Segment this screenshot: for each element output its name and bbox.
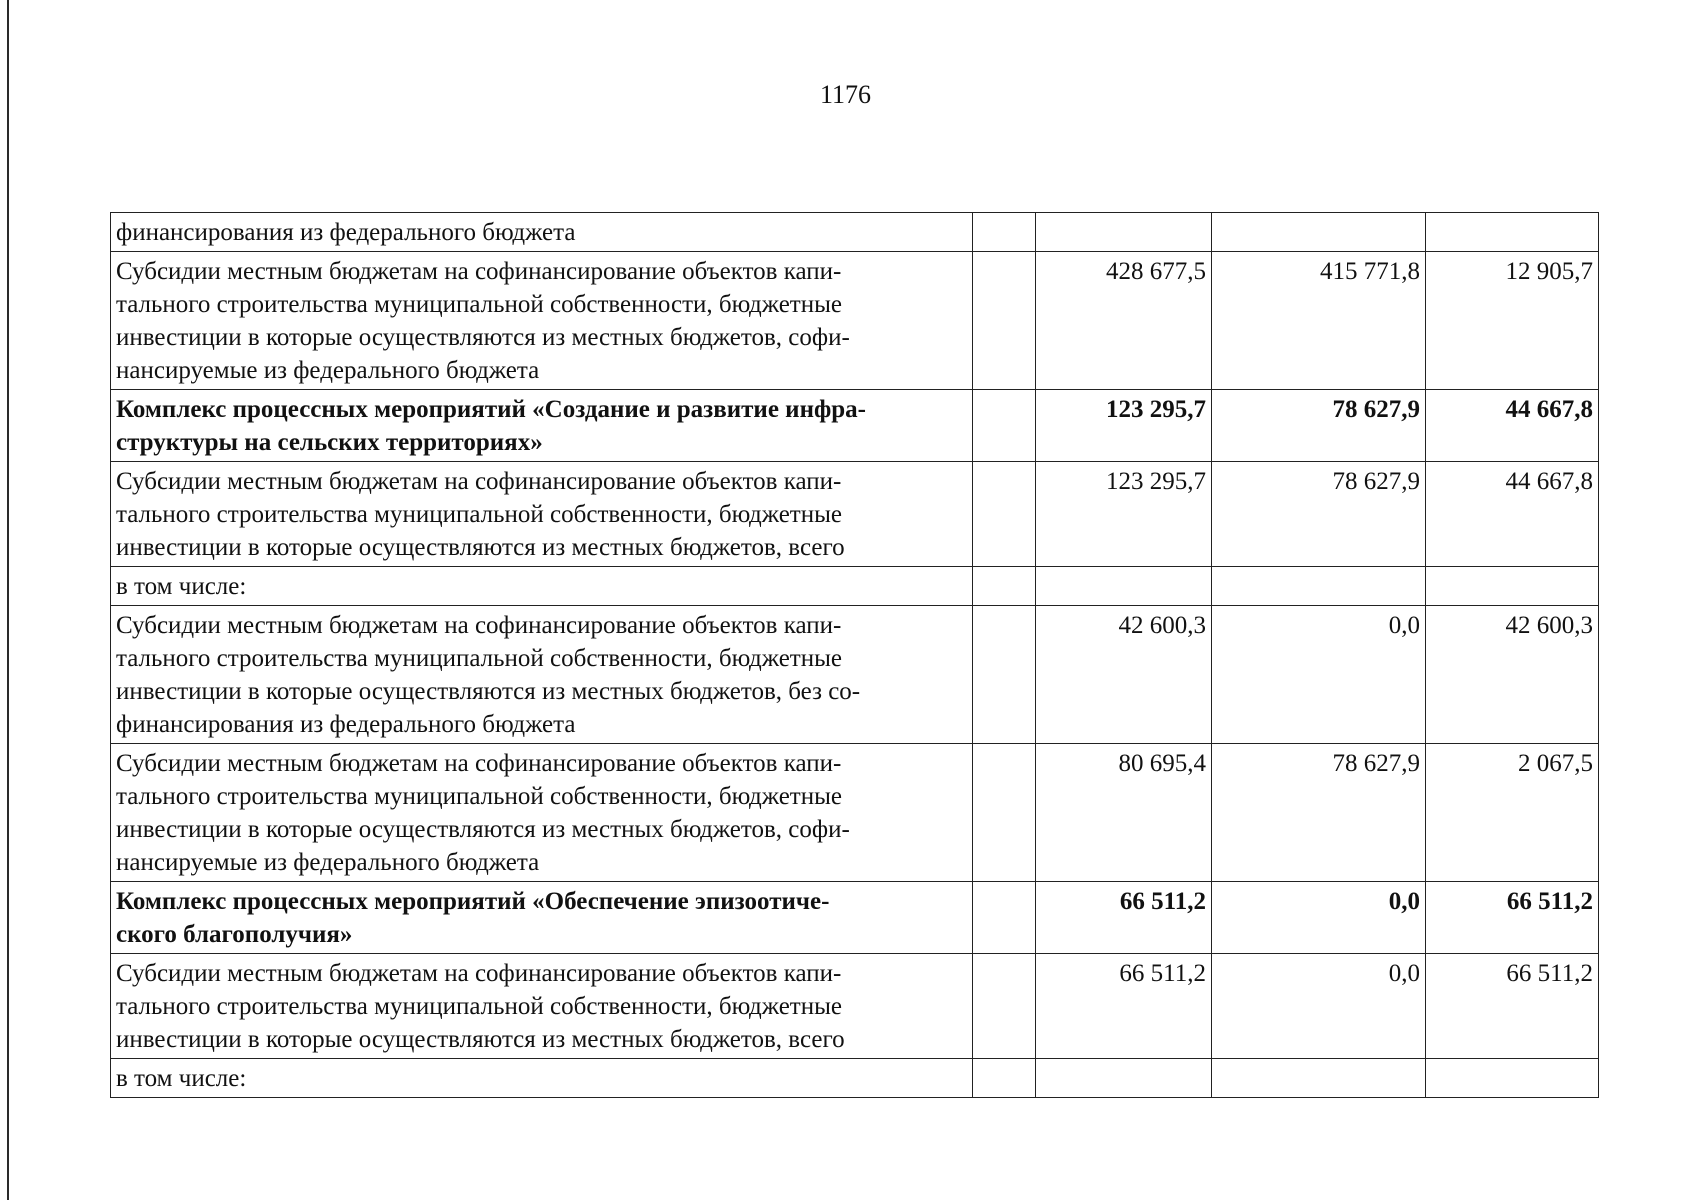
value-cell-3: 66 511,2 xyxy=(1426,954,1599,1059)
empty-cell xyxy=(973,252,1036,390)
budget-table xyxy=(110,212,1599,1098)
value-cell-2 xyxy=(1212,213,1426,252)
description-line: тального строительства муниципальной собственности, бюджетные xyxy=(116,645,843,672)
row-description xyxy=(111,954,973,1059)
row-description xyxy=(111,213,973,252)
value-cell-1: 66 511,2 xyxy=(1036,954,1212,1059)
empty-cell xyxy=(973,567,1036,606)
description-line: тального строительства муниципальной собственности, бюджетные xyxy=(116,291,843,318)
table-row xyxy=(111,1059,1599,1098)
row-description xyxy=(111,462,973,567)
table-row xyxy=(111,744,1599,882)
scan-edge-line xyxy=(7,0,9,1200)
value-cell-2: 78 627,9 xyxy=(1212,390,1426,462)
empty-cell xyxy=(973,954,1036,1059)
row-description xyxy=(111,882,973,954)
description-line: Субсидии местным бюджетам на софинансирование объектов капи- xyxy=(116,468,842,495)
empty-cell xyxy=(973,213,1036,252)
description-line: Субсидии местным бюджетам на софинансирование объектов капи- xyxy=(116,612,842,639)
description-line: тального строительства муниципальной собственности, бюджетные xyxy=(116,501,843,528)
value-cell-2: 0,0 xyxy=(1212,882,1426,954)
description-line: структуры на сельских территориях» xyxy=(116,429,543,456)
description-line: в том числе: xyxy=(116,573,247,600)
description-line: инвестиции в которые осуществляются из местных бюджетов, без со- xyxy=(116,678,861,705)
value-cell-3: 66 511,2 xyxy=(1426,882,1599,954)
value-cell-3: 42 600,3 xyxy=(1426,606,1599,744)
row-description xyxy=(111,252,973,390)
description-line: финансирования из федерального бюджета xyxy=(116,219,576,246)
value-cell-2 xyxy=(1212,1059,1426,1098)
value-cell-1: 123 295,7 xyxy=(1036,462,1212,567)
empty-cell xyxy=(973,390,1036,462)
value-cell-2: 78 627,9 xyxy=(1212,744,1426,882)
description-line: в том числе: xyxy=(116,1065,247,1092)
description-line: инвестиции в которые осуществляются из местных бюджетов, всего xyxy=(116,534,845,561)
description-line: Субсидии местным бюджетам на софинансирование объектов капи- xyxy=(116,750,842,777)
description-line: инвестиции в которые осуществляются из местных бюджетов, софи- xyxy=(116,816,850,843)
value-cell-3: 2 067,5 xyxy=(1426,744,1599,882)
value-cell-3 xyxy=(1426,213,1599,252)
empty-cell xyxy=(973,606,1036,744)
table-row xyxy=(111,213,1599,252)
row-description xyxy=(111,744,973,882)
value-cell-2: 0,0 xyxy=(1212,954,1426,1059)
description-line: нансируемые из федерального бюджета xyxy=(116,849,540,876)
description-line: нансируемые из федерального бюджета xyxy=(116,357,540,384)
value-cell-1 xyxy=(1036,213,1212,252)
description-line: тального строительства муниципальной собственности, бюджетные xyxy=(116,993,843,1020)
row-description xyxy=(111,606,973,744)
value-cell-1: 428 677,5 xyxy=(1036,252,1212,390)
table-row xyxy=(111,882,1599,954)
empty-cell xyxy=(973,744,1036,882)
value-cell-3 xyxy=(1426,1059,1599,1098)
row-description xyxy=(111,390,973,462)
value-cell-1 xyxy=(1036,567,1212,606)
value-cell-1: 123 295,7 xyxy=(1036,390,1212,462)
description-line: финансирования из федерального бюджета xyxy=(116,711,576,738)
value-cell-3 xyxy=(1426,567,1599,606)
empty-cell xyxy=(973,882,1036,954)
table-body xyxy=(111,213,1599,1098)
value-cell-2: 415 771,8 xyxy=(1212,252,1426,390)
description-line: Комплекс процессных мероприятий «Обеспечение эпизоотиче- xyxy=(116,888,830,915)
value-cell-2: 78 627,9 xyxy=(1212,462,1426,567)
table-row xyxy=(111,462,1599,567)
empty-cell xyxy=(973,1059,1036,1098)
row-description xyxy=(111,1059,973,1098)
description-line: инвестиции в которые осуществляются из местных бюджетов, всего xyxy=(116,1026,845,1053)
description-line: Субсидии местным бюджетам на софинансирование объектов капи- xyxy=(116,960,842,987)
table-row xyxy=(111,606,1599,744)
row-description xyxy=(111,567,973,606)
table-row xyxy=(111,954,1599,1059)
description-line: тального строительства муниципальной собственности, бюджетные xyxy=(116,783,843,810)
value-cell-3: 44 667,8 xyxy=(1426,462,1599,567)
description-line: инвестиции в которые осуществляются из местных бюджетов, софи- xyxy=(116,324,850,351)
page-number: 1176 xyxy=(819,80,872,109)
description-line: Субсидии местным бюджетам на софинансирование объектов капи- xyxy=(116,258,842,285)
description-line: ского благополучия» xyxy=(116,921,353,948)
value-cell-3: 12 905,7 xyxy=(1426,252,1599,390)
table-row xyxy=(111,252,1599,390)
value-cell-1: 80 695,4 xyxy=(1036,744,1212,882)
value-cell-2 xyxy=(1212,567,1426,606)
value-cell-1: 66 511,2 xyxy=(1036,882,1212,954)
value-cell-2: 0,0 xyxy=(1212,606,1426,744)
table-row xyxy=(111,390,1599,462)
empty-cell xyxy=(973,462,1036,567)
value-cell-1 xyxy=(1036,1059,1212,1098)
value-cell-3: 44 667,8 xyxy=(1426,390,1599,462)
value-cell-1: 42 600,3 xyxy=(1036,606,1212,744)
table-row xyxy=(111,567,1599,606)
description-line: Комплекс процессных мероприятий «Создание и развитие инфра- xyxy=(116,396,866,423)
